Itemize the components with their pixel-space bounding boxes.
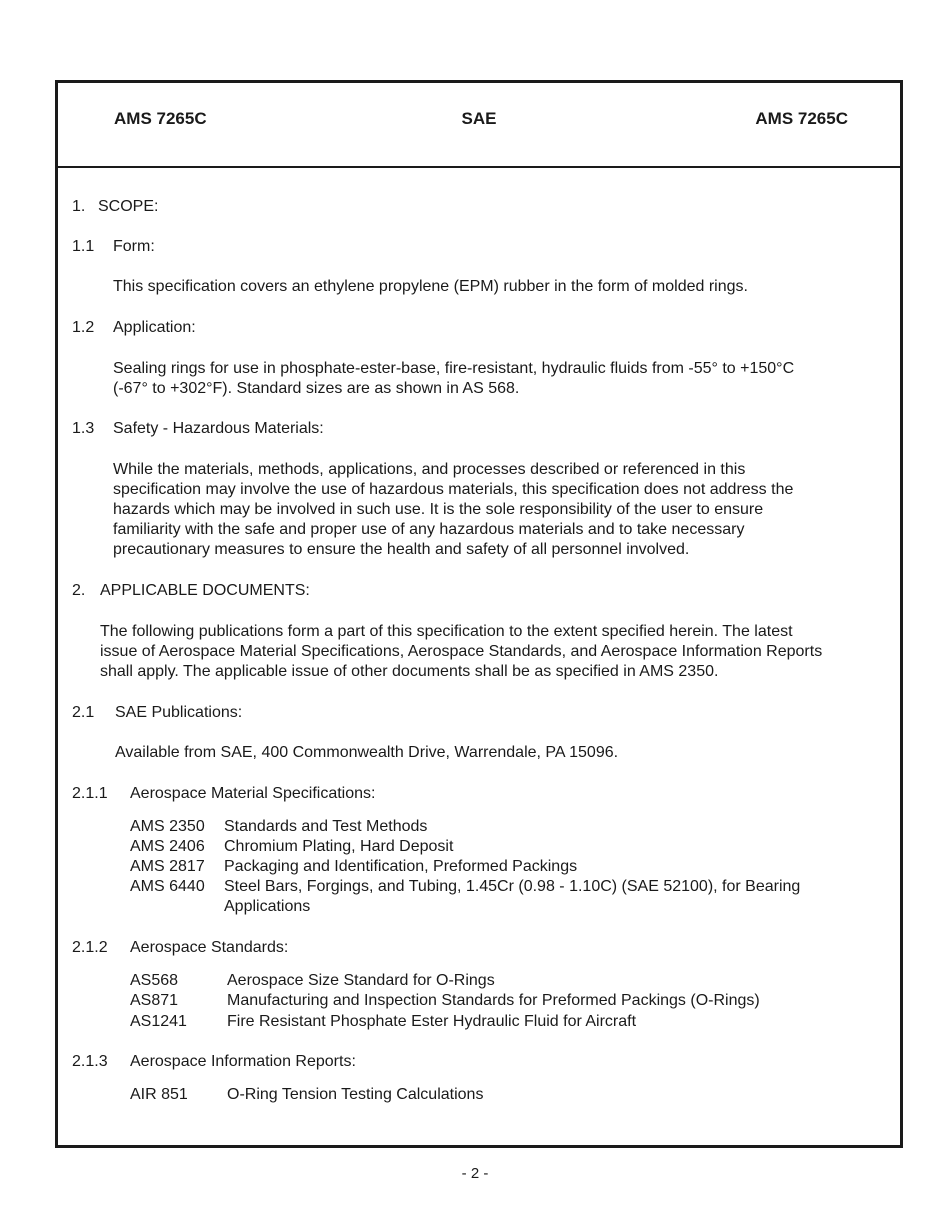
section-1-3-title: Safety - Hazardous Materials: xyxy=(113,420,324,437)
ams-description: Chromium Plating, Hard Deposit xyxy=(224,838,454,855)
section-2-1-title: SAE Publications: xyxy=(115,704,243,721)
document-header xyxy=(58,83,900,168)
ams-description-continued: Applications xyxy=(224,898,311,915)
section-1-2-title: Application: xyxy=(113,319,196,336)
section-1-3-line: precautionary measures to ensure the health and safety of all personnel involved. xyxy=(113,541,690,558)
section-1-3-number: 1.3 xyxy=(72,420,95,437)
as-description: Fire Resistant Phosphate Ester Hydraulic Fluid for Aircraft xyxy=(227,1013,637,1030)
section-1-2-line: (-67° to +302°F). Standard sizes are as shown in AS 568. xyxy=(113,380,520,397)
ams-description: Packaging and Identification, Preformed Packings xyxy=(224,858,578,875)
section-2-1-2-title: Aerospace Standards: xyxy=(130,939,289,956)
section-2-1-1-number: 2.1.1 xyxy=(72,785,108,802)
as-description: Aerospace Size Standard for O-Rings xyxy=(227,972,495,989)
section-1-1-number: 1.1 xyxy=(72,238,95,255)
header-doc-number-left: AMS 7265C xyxy=(114,109,207,128)
section-2-line: issue of Aerospace Material Specifications, Aerospace Standards, and Aerospace Information Reports xyxy=(100,643,823,660)
ams-code: AMS 2350 xyxy=(130,818,205,835)
section-2-1-1-title: Aerospace Material Specifications: xyxy=(130,785,376,802)
ams-code: AMS 2406 xyxy=(130,838,205,855)
section-2-1-text: Available from SAE, 400 Commonwealth Drive, Warrendale, PA 15096. xyxy=(115,744,619,761)
ams-code: AMS 2817 xyxy=(130,858,205,875)
air-description: O-Ring Tension Testing Calculations xyxy=(227,1086,484,1103)
as-code: AS871 xyxy=(130,992,179,1009)
section-1-number: 1. xyxy=(72,198,86,215)
section-1-1-title: Form: xyxy=(113,238,155,255)
section-2-1-3-number: 2.1.3 xyxy=(72,1053,108,1070)
page-number: - 2 - xyxy=(461,1165,489,1182)
section-1-3-line: specification may involve the use of hazardous materials, this specification does not address the xyxy=(113,481,794,498)
ams-code: AMS 6440 xyxy=(130,878,205,895)
section-1-3-line: While the materials, methods, applications, and processes described or referenced in this xyxy=(113,461,746,478)
section-1-3-line: familiarity with the safe and proper use of any hazardous materials and to take necessary xyxy=(113,521,745,538)
ams-description: Standards and Test Methods xyxy=(224,818,428,835)
as-code: AS568 xyxy=(130,972,179,989)
header-publisher: SAE xyxy=(461,109,497,128)
section-2-1-3-title: Aerospace Information Reports: xyxy=(130,1053,356,1070)
air-code: AIR 851 xyxy=(130,1086,188,1103)
section-2-line: The following publications form a part of this specification to the extent specified herein. The latest xyxy=(100,623,793,640)
ams-description: Steel Bars, Forgings, and Tubing, 1.45Cr (0.98 - 1.10C) (SAE 52100), for Bearing xyxy=(224,878,801,895)
section-1-3-line: hazards which may be involved in such use. It is the sole responsibility of the user to ensure xyxy=(113,501,764,518)
as-description: Manufacturing and Inspection Standards for Preformed Packings (O-Rings) xyxy=(227,992,760,1009)
section-2-line: shall apply. The applicable issue of other documents shall be as specified in AMS 2350. xyxy=(100,663,719,680)
section-2-1-2-number: 2.1.2 xyxy=(72,939,108,956)
header-doc-number-right: AMS 7265C xyxy=(755,109,848,128)
section-1-2-number: 1.2 xyxy=(72,319,95,336)
section-1-2-line: Sealing rings for use in phosphate-ester-base, fire-resistant, hydraulic fluids from -55° to +150°C xyxy=(113,360,795,377)
section-1-title: SCOPE: xyxy=(98,198,159,215)
section-2-title: APPLICABLE DOCUMENTS: xyxy=(100,582,310,599)
as-code: AS1241 xyxy=(130,1013,187,1030)
section-2-1-number: 2.1 xyxy=(72,704,95,721)
section-2-number: 2. xyxy=(72,582,86,599)
section-1-1-text: This specification covers an ethylene propylene (EPM) rubber in the form of molded rings. xyxy=(113,278,748,295)
